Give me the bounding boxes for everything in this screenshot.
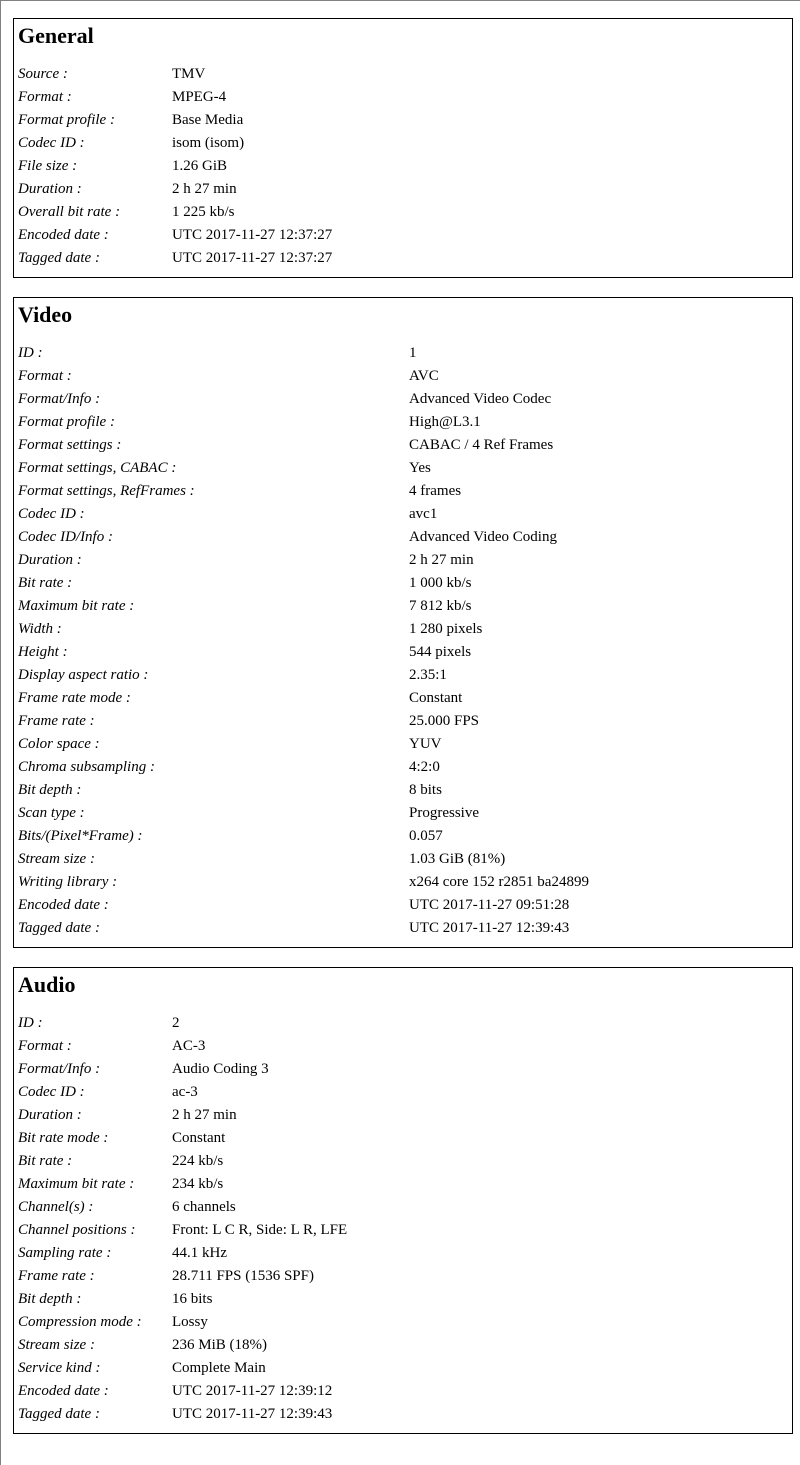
property-label: Format/Info : [18,391,101,407]
property-value: 2.35:1 [409,667,447,683]
property-value: 16 bits [172,1291,213,1307]
property-label: ID : [18,345,43,361]
property-label: Color space : [18,736,100,752]
property-row [18,388,589,411]
property-value: Constant [172,1130,226,1146]
property-label: Stream size : [18,851,95,867]
property-label: Overall bit rate : [18,204,121,220]
property-label: Codec ID : [18,1084,85,1100]
property-label: Bit rate mode : [18,1130,109,1146]
property-label: Duration : [18,552,82,568]
property-row [18,756,589,779]
property-row [18,894,589,917]
property-row [18,1196,347,1219]
property-value: 1 000 kb/s [409,575,472,591]
property-value: 544 pixels [409,644,472,660]
property-value: 0.057 [409,828,443,844]
property-label: Codec ID/Info : [18,529,113,545]
property-value: 8 bits [409,782,442,798]
property-label: Frame rate mode : [18,690,131,706]
video-title: Video [18,302,73,327]
property-row [18,1265,347,1288]
property-label: Codec ID : [18,135,85,151]
property-value: 25.000 FPS [409,713,480,729]
property-row [18,1104,347,1127]
property-value: 7 812 kb/s [409,598,472,614]
audio-section [13,967,793,1434]
property-label: Format settings, RefFrames : [18,483,195,499]
property-value: 1 280 pixels [409,621,483,637]
property-label: Duration : [18,1107,82,1123]
general-properties-table [18,63,332,270]
property-label: Format/Info : [18,1061,101,1077]
video-properties-table [18,342,589,940]
property-label: Format : [18,89,72,105]
property-value: Advanced Video Coding [409,529,557,545]
property-value: 224 kb/s [172,1153,224,1169]
property-value: 1.26 GiB [172,158,228,174]
video-section [13,297,793,948]
property-label: Maximum bit rate : [18,1176,135,1192]
property-label: Source : [18,66,68,82]
property-value: Lossy [172,1314,208,1330]
property-value: Front: L C R, Side: L R, LFE [172,1222,348,1238]
property-value: 2 h 27 min [172,1107,237,1123]
property-row [18,1058,347,1081]
property-row [18,1035,347,1058]
property-row [18,1334,347,1357]
property-row [18,595,589,618]
property-value: 28.711 FPS (1536 SPF) [172,1268,314,1284]
general-section [13,18,793,278]
property-label: Bit depth : [18,1291,82,1307]
property-row [18,687,589,710]
property-value: 44.1 kHz [172,1245,227,1261]
property-value: 1.03 GiB (81%) [409,851,506,867]
general-title: General [18,23,94,48]
property-row [18,825,589,848]
property-label: Format settings, CABAC : [18,460,177,476]
property-label: Format : [18,1038,72,1054]
property-label: Bit depth : [18,782,82,798]
property-label: Chroma subsampling : [18,759,155,775]
property-value: 6 channels [172,1199,236,1215]
property-row [18,480,589,503]
property-row [18,871,589,894]
property-row [18,457,589,480]
property-label: Channel(s) : [18,1199,94,1215]
property-row [18,802,589,825]
property-label: Writing library : [18,874,118,890]
property-row [18,641,589,664]
property-label: Width : [18,621,62,637]
property-value: High@L3.1 [409,414,481,430]
property-value: 4:2:0 [409,759,440,775]
property-value: UTC 2017-11-27 12:37:27 [172,250,333,266]
property-row [18,710,589,733]
property-value: MPEG-4 [172,89,227,105]
property-label: ID : [18,1015,43,1031]
property-row [18,733,589,756]
property-label: Bit rate : [18,575,73,591]
property-row [18,503,589,526]
property-label: Frame rate : [18,1268,95,1284]
property-value: avc1 [409,506,438,522]
property-value: CABAC / 4 Ref Frames [409,437,554,453]
property-label: Format settings : [18,437,122,453]
property-row [18,109,332,132]
property-value: UTC 2017-11-27 09:51:28 [409,897,570,913]
property-row [18,917,589,940]
property-value: isom (isom) [172,135,245,151]
property-row [18,155,332,178]
property-value: UTC 2017-11-27 12:39:12 [172,1383,333,1399]
property-row [18,1288,347,1311]
property-value: 2 h 27 min [409,552,474,568]
property-label: Compression mode : [18,1314,142,1330]
property-row [18,618,589,641]
property-value: Constant [409,690,463,706]
property-row [18,549,589,572]
property-label: File size : [18,158,78,174]
property-row [18,1380,347,1403]
property-value: x264 core 152 r2851 ba24899 [409,874,589,890]
property-value: 4 frames [409,483,462,499]
property-value: 236 MiB (18%) [172,1337,267,1353]
property-value: Progressive [409,805,479,821]
property-row [18,411,589,434]
property-row [18,365,589,388]
property-label: Sampling rate : [18,1245,112,1261]
property-row [18,779,589,802]
property-label: Bit rate : [18,1153,73,1169]
property-value: UTC 2017-11-27 12:39:43 [172,1406,333,1422]
property-row [18,1173,347,1196]
property-row [18,342,589,365]
property-value: Audio Coding 3 [172,1061,269,1077]
property-row [18,526,589,549]
property-label: Encoded date : [18,897,109,913]
property-value: 2 [172,1015,180,1031]
property-row [18,664,589,687]
property-row [18,1219,347,1242]
property-row [18,224,332,247]
property-value: Advanced Video Codec [409,391,552,407]
property-value: TMV [172,66,206,82]
property-label: Tagged date : [18,1406,100,1422]
property-row [18,1081,347,1104]
property-row [18,434,589,457]
property-value: 1 [409,345,417,361]
property-row [18,1150,347,1173]
property-row [18,86,332,109]
property-label: Duration : [18,181,82,197]
property-label: Encoded date : [18,227,109,243]
property-label: Maximum bit rate : [18,598,135,614]
property-label: Frame rate : [18,713,95,729]
property-label: Height : [18,644,68,660]
property-label: Tagged date : [18,250,100,266]
property-label: Codec ID : [18,506,85,522]
property-label: Display aspect ratio : [18,667,149,683]
property-row [18,1242,347,1265]
property-label: Scan type : [18,805,85,821]
audio-properties-table [18,1012,347,1426]
property-value: AVC [409,368,439,384]
property-label: Bits/(Pixel*Frame) : [18,828,143,844]
property-row [18,1311,347,1334]
property-row [18,201,332,224]
property-value: 2 h 27 min [172,181,237,197]
property-row [18,132,332,155]
property-label: Format : [18,368,72,384]
property-row [18,848,589,871]
property-value: UTC 2017-11-27 12:39:43 [409,920,570,936]
property-value: YUV [409,736,442,752]
property-row [18,1012,347,1035]
property-row [18,1357,347,1380]
property-value: Base Media [172,112,244,128]
property-row [18,1127,347,1150]
property-value: ac-3 [172,1084,198,1100]
property-label: Format profile : [18,112,115,128]
property-label: Stream size : [18,1337,95,1353]
property-value: AC-3 [172,1038,206,1054]
property-value: Yes [409,460,431,476]
property-value: UTC 2017-11-27 12:37:27 [172,227,333,243]
property-label: Service kind : [18,1360,101,1376]
property-row [18,572,589,595]
property-label: Format profile : [18,414,115,430]
property-row [18,63,332,86]
property-value: Complete Main [172,1360,266,1376]
property-value: 1 225 kb/s [172,204,235,220]
audio-title: Audio [18,972,76,997]
property-label: Channel positions : [18,1222,136,1238]
property-value: 234 kb/s [172,1176,224,1192]
property-row [18,178,332,201]
property-row [18,1403,347,1426]
property-label: Encoded date : [18,1383,109,1399]
property-row [18,247,332,270]
property-label: Tagged date : [18,920,100,936]
